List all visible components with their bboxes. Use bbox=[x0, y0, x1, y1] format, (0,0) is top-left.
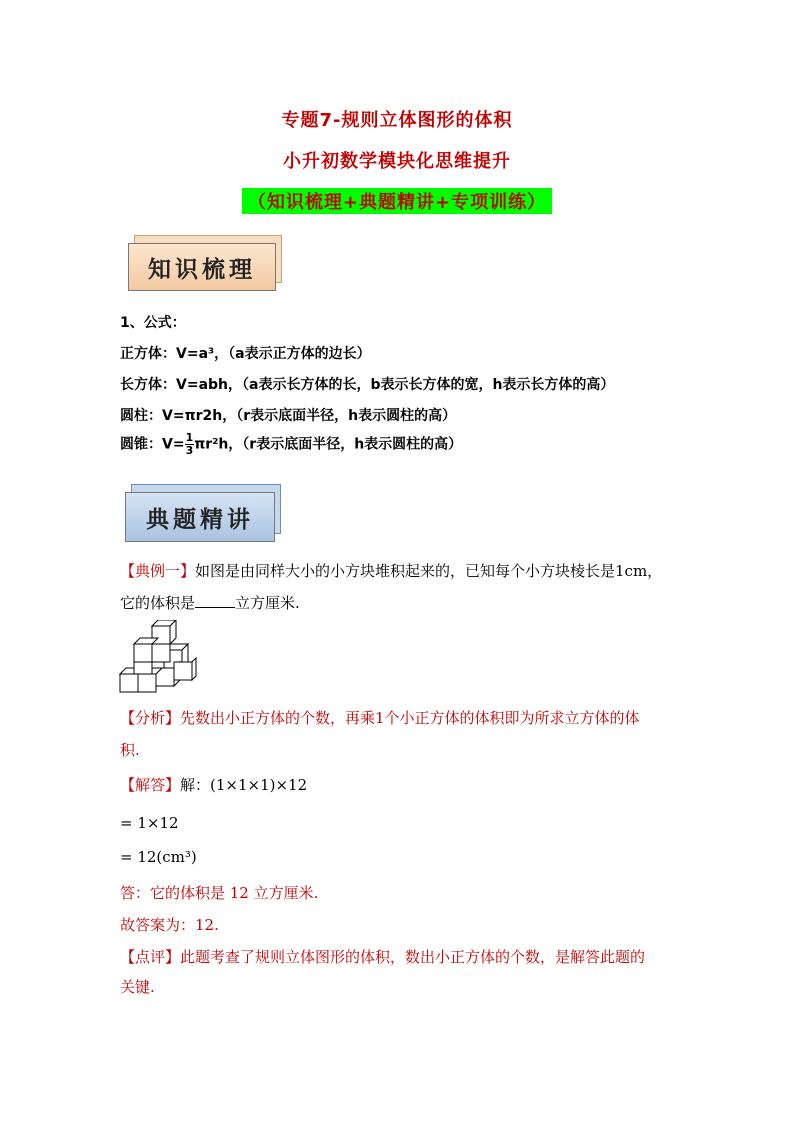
analysis-text: 先数出小正方体的个数，再乘1个小正方体的体积即为所求立方体的体 bbox=[180, 709, 640, 727]
solution-line-1 bbox=[120, 770, 690, 800]
formula-cuboid: 长方体：V=abh，（a表示长方体的长，b表示长方体的宽，h表示长方体的高） bbox=[120, 377, 615, 393]
answer-blank bbox=[195, 593, 235, 608]
formula-heading: 1、公式： bbox=[120, 315, 186, 331]
solution-final: 故答案为：12. bbox=[120, 916, 219, 934]
example-text: 如图是由同样大小的小方块堆积起来的，已知每个小方块棱长是1cm， bbox=[195, 562, 663, 580]
analysis-line-1 bbox=[120, 703, 690, 733]
analysis-tag: 【分析】 bbox=[120, 709, 181, 727]
formula-cube: 正方体：V=a³，（a表示正方体的边长） bbox=[120, 346, 371, 362]
tagline-highlight: （知识梳理+典题精讲+专项训练） bbox=[242, 188, 552, 214]
example-text-2b: 立方厘米. bbox=[235, 594, 300, 612]
formula-cone bbox=[120, 432, 462, 457]
comment-text: 此题考查了规则立体图形的体积，数出小正方体的个数，是解答此题的 bbox=[180, 948, 646, 966]
analysis-line-2: 积. bbox=[120, 741, 140, 759]
example-tag: 【典例一】 bbox=[120, 562, 196, 580]
cone-fraction bbox=[185, 432, 195, 457]
example-line-2 bbox=[120, 588, 690, 618]
comment-tag: 【点评】 bbox=[120, 948, 181, 966]
solution-tag: 【解答】 bbox=[120, 776, 181, 794]
example-line-1 bbox=[120, 556, 690, 586]
comment-line-1 bbox=[120, 942, 690, 972]
section-banner-examples: 典题精讲 bbox=[125, 492, 275, 542]
cube-stack-figure bbox=[118, 620, 198, 696]
section-banner-knowledge: 知识梳理 bbox=[128, 243, 276, 291]
cone-prefix: 圆锥：V= bbox=[120, 436, 185, 453]
formula-cylinder: 圆柱：V=πr2h，（r表示底面半径，h表示圆柱的高） bbox=[120, 408, 457, 424]
fraction-numerator: 1 bbox=[185, 431, 194, 444]
solution-answer: 答：它的体积是 12 立方厘米. bbox=[120, 884, 319, 902]
page-subtitle: 小升初数学模块化思维提升 bbox=[283, 151, 511, 172]
comment-line-2: 关键. bbox=[120, 978, 155, 996]
cone-suffix: πr²h，（r表示底面半径，h表示圆柱的高） bbox=[194, 436, 463, 453]
solution-step-2: = 1×12 bbox=[120, 814, 179, 832]
fraction-denominator: 3 bbox=[185, 444, 194, 457]
example-text-2a: 它的体积是 bbox=[120, 594, 196, 612]
page-title: 专题7-规则立体图形的体积 bbox=[281, 110, 513, 131]
solution-step-3: = 12(cm³) bbox=[120, 848, 197, 866]
page-tagline bbox=[0, 188, 794, 214]
solution-step-1: 解：(1×1×1)×12 bbox=[180, 776, 308, 794]
